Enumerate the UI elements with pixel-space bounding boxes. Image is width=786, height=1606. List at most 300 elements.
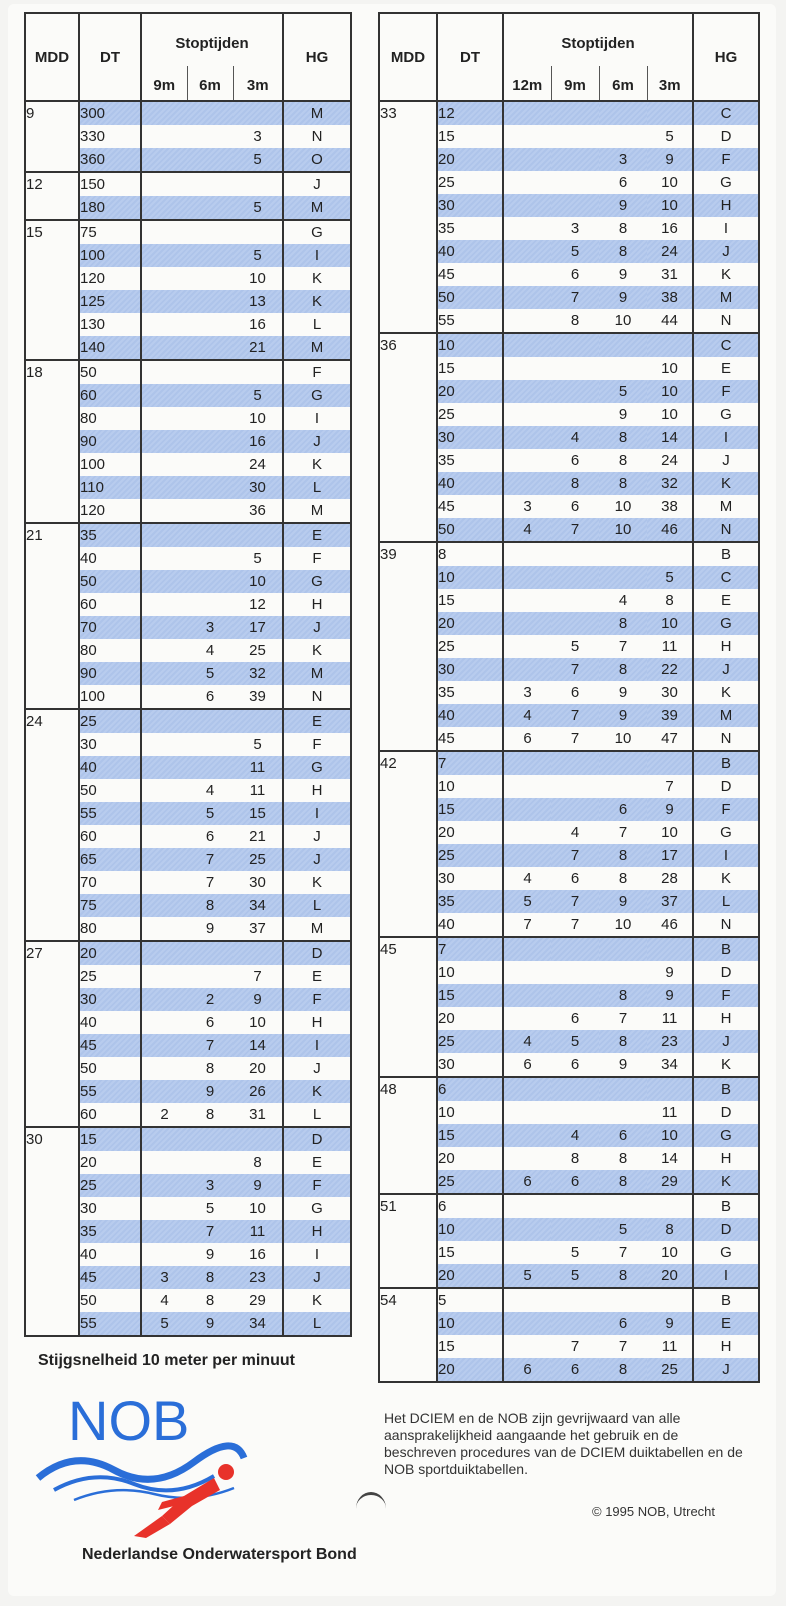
hg-cell: F <box>283 360 351 384</box>
header-mdd: MDD <box>25 13 79 101</box>
hg-cell: K <box>283 453 351 476</box>
stop-cell: 10 <box>599 518 647 542</box>
dt-cell: 80 <box>79 639 141 662</box>
stop-cell: 9 <box>187 1312 233 1336</box>
dt-cell: 35 <box>437 681 503 704</box>
hg-cell: M <box>283 917 351 941</box>
stop-cell <box>503 240 551 263</box>
stop-cell: 8 <box>187 894 233 917</box>
stop-cell <box>503 961 551 984</box>
dt-cell: 20 <box>437 821 503 844</box>
stop-cell <box>503 1312 551 1335</box>
mdd-cell: 9 <box>25 101 79 172</box>
stop-cell <box>551 937 599 961</box>
stop-cell: 11 <box>233 1220 283 1243</box>
hg-cell: G <box>693 612 759 635</box>
stop-cell <box>141 1220 187 1243</box>
hg-cell: I <box>693 217 759 240</box>
stop-cell: 5 <box>503 1264 551 1288</box>
dt-cell: 7 <box>437 937 503 961</box>
stop-cell: 8 <box>618 870 628 887</box>
stop-cell: 34 <box>233 1312 283 1336</box>
stop-cell <box>503 844 551 867</box>
hg-cell: J <box>693 240 759 263</box>
stop-cell: 6 <box>205 688 215 705</box>
stop-cell: 5 <box>253 550 262 567</box>
stop-cell <box>503 426 551 449</box>
stop-cell: 4 <box>503 518 551 542</box>
dt-cell: 15 <box>437 1241 503 1264</box>
dt-cell: 25 <box>437 403 503 426</box>
nob-logo <box>34 1378 254 1538</box>
table-row <box>25 523 351 547</box>
stop-cell <box>187 523 233 547</box>
stop-cell: 5 <box>551 240 599 263</box>
stop-cell <box>187 756 233 779</box>
stop-cell: 9 <box>599 194 647 217</box>
stop-cell <box>503 357 551 380</box>
stop-cell: 4 <box>205 782 215 799</box>
stop-cell: 6 <box>551 1170 599 1194</box>
stop-cell: 9 <box>618 1056 628 1073</box>
stop-cell: 10 <box>249 1200 266 1217</box>
hg-cell: D <box>693 961 759 984</box>
stop-cell: 8 <box>187 1266 233 1289</box>
hg-cell: G <box>693 403 759 426</box>
hg-cell: E <box>283 1151 351 1174</box>
hg-cell: J <box>283 1057 351 1080</box>
stop-cell: 31 <box>661 266 678 283</box>
stop-cell: 6 <box>570 684 580 701</box>
stop-cell: 5 <box>665 128 674 145</box>
hg-cell: B <box>693 1194 759 1218</box>
dt-cell: 5 <box>437 1288 503 1312</box>
stop-cell: 9 <box>647 148 693 171</box>
dt-cell: 6 <box>437 1077 503 1101</box>
stop-cell <box>551 148 599 171</box>
stop-cell <box>503 1124 551 1147</box>
stop-cell: 7 <box>187 1220 233 1243</box>
stop-cell: 4 <box>523 870 532 887</box>
header-stoptijden: Stoptijden <box>561 34 635 52</box>
header-mdd: MDD <box>379 13 437 101</box>
stop-cell: 8 <box>570 1150 580 1167</box>
stop-cell <box>141 1080 187 1103</box>
stop-cell <box>551 798 599 821</box>
dt-cell: 60 <box>79 593 141 616</box>
stop-cell: 5 <box>233 384 283 407</box>
stop-cell: 6 <box>570 452 580 469</box>
dt-cell: 15 <box>437 984 503 1007</box>
mdd-cell: 27 <box>25 941 79 1127</box>
dt-cell: 60 <box>79 384 141 407</box>
stop-cell: 4 <box>551 426 599 449</box>
header-dt: DT <box>79 13 141 101</box>
stop-cell <box>141 616 187 639</box>
stop-cell <box>141 407 187 430</box>
dive-table-right <box>378 12 760 1383</box>
stop-cell <box>551 1218 599 1241</box>
stop-cell <box>551 1288 599 1312</box>
stop-cell: 22 <box>647 658 693 681</box>
header-hg: HG <box>283 13 351 101</box>
dt-cell: 25 <box>437 1030 503 1053</box>
hg-cell: M <box>283 336 351 360</box>
stop-cell: 10 <box>661 1244 678 1261</box>
mdd-cell: 42 <box>379 751 437 937</box>
stop-cell: 8 <box>647 1218 693 1241</box>
hg-cell: B <box>693 1288 759 1312</box>
dt-cell: 10 <box>437 1312 503 1335</box>
stop-cell <box>141 125 187 148</box>
stop-cell: 7 <box>523 916 532 933</box>
stop-cell: 6 <box>599 1124 647 1147</box>
dt-cell: 10 <box>437 333 503 357</box>
hg-cell: H <box>693 1147 759 1170</box>
mdd-cell: 36 <box>379 333 437 542</box>
stop-cell <box>551 333 599 357</box>
dt-cell: 25 <box>437 1170 503 1194</box>
stop-cell: 9 <box>647 1312 693 1335</box>
nob-logo-text: NOB <box>68 1389 190 1452</box>
dt-cell: 140 <box>79 336 141 360</box>
table-row <box>379 1288 759 1312</box>
stop-cell <box>141 662 187 685</box>
hg-cell: J <box>693 1030 759 1053</box>
dt-cell: 55 <box>79 1312 141 1336</box>
stop-cell: 8 <box>599 658 647 681</box>
hg-cell: F <box>283 547 351 570</box>
hg-cell: D <box>693 1101 759 1124</box>
stop-cell: 9 <box>187 1080 233 1103</box>
stop-cell <box>503 751 551 775</box>
stop-cell <box>141 639 187 662</box>
hg-cell: L <box>693 890 759 913</box>
stop-cell <box>503 101 551 125</box>
stop-cell <box>503 217 551 240</box>
stop-cell: 3 <box>599 148 647 171</box>
hg-cell: E <box>283 965 351 988</box>
hg-cell: K <box>693 472 759 495</box>
stop-cell: 10 <box>614 498 632 515</box>
stop-cell: 23 <box>647 1030 693 1053</box>
stop-cell: 7 <box>187 848 233 871</box>
stop-cell: 25 <box>647 1358 693 1382</box>
dt-cell: 40 <box>437 240 503 263</box>
stop-cell: 7 <box>665 778 674 795</box>
stop-cell <box>599 125 647 148</box>
stop-cell: 11 <box>249 782 266 799</box>
hg-cell: H <box>283 779 351 802</box>
table-row <box>25 101 351 125</box>
stop-cell <box>647 542 693 566</box>
stop-cell: 8 <box>551 472 599 495</box>
hg-cell: K <box>283 267 351 290</box>
stop-cell: 8 <box>599 1030 647 1053</box>
dt-cell: 60 <box>79 1103 141 1127</box>
dt-cell: 45 <box>437 727 503 751</box>
stop-cell: 34 <box>661 1056 678 1073</box>
dt-cell: 30 <box>79 1197 141 1220</box>
stop-cell: 5 <box>599 1218 647 1241</box>
stop-cell <box>599 566 647 589</box>
stop-cell <box>551 566 599 589</box>
header-stop-12m: 12m <box>503 66 551 101</box>
stop-cell: 5 <box>141 1312 187 1336</box>
stop-cell <box>503 1194 551 1218</box>
stop-cell: 16 <box>233 430 283 453</box>
hg-cell: I <box>693 1264 759 1288</box>
stop-cell <box>187 733 233 756</box>
dt-cell: 55 <box>79 1080 141 1103</box>
stop-cell <box>503 1101 551 1124</box>
stop-cell <box>141 709 187 733</box>
stop-cell <box>233 709 283 733</box>
hg-cell: F <box>283 733 351 756</box>
dt-cell: 330 <box>79 125 141 148</box>
stop-cell: 9 <box>233 1174 283 1197</box>
stop-cell: 2 <box>160 1106 169 1123</box>
stop-cell <box>503 984 551 1007</box>
dt-cell: 20 <box>437 612 503 635</box>
stop-cell <box>141 476 187 499</box>
hg-cell: F <box>283 988 351 1011</box>
dt-cell: 10 <box>437 775 503 798</box>
stop-cell <box>141 570 187 593</box>
stop-cell <box>233 220 283 244</box>
dt-cell: 130 <box>79 313 141 336</box>
stop-cell: 7 <box>551 844 599 867</box>
dt-cell: 20 <box>437 380 503 403</box>
stop-cell <box>599 775 647 798</box>
stop-cell: 6 <box>570 1056 580 1073</box>
mdd-cell: 45 <box>379 937 437 1077</box>
stop-cell: 5 <box>187 662 233 685</box>
stop-cell: 8 <box>253 1154 262 1171</box>
stop-cell: 9 <box>233 988 283 1011</box>
stop-cell: 10 <box>661 824 678 841</box>
stop-cell <box>187 172 233 196</box>
stop-cell: 5 <box>551 1264 599 1288</box>
stop-cell <box>551 101 599 125</box>
table-row <box>25 941 351 965</box>
stop-cell: 7 <box>551 286 599 309</box>
stop-cell <box>187 476 233 499</box>
stop-cell <box>503 472 551 495</box>
hg-cell: K <box>283 639 351 662</box>
stop-cell: 38 <box>661 498 678 515</box>
dt-cell: 10 <box>437 566 503 589</box>
disclaimer-text: Het DCIEM en de NOB zijn gevrijwaard van alle aansprakelijkheid aangaande het gebruik en de beschreven procedures van de DCIEM duiktabellen en de NOB sportduiktabellen. <box>384 1410 743 1477</box>
stop-cell: 6 <box>523 730 532 747</box>
stop-cell: 30 <box>233 476 283 499</box>
stop-cell <box>599 1288 647 1312</box>
stop-cell: 11 <box>661 1104 678 1121</box>
stop-cell: 47 <box>661 730 678 747</box>
stop-cell: 8 <box>665 592 674 609</box>
dt-cell: 30 <box>437 867 503 890</box>
stop-cell: 6 <box>503 1358 551 1382</box>
stop-cell: 5 <box>253 736 262 753</box>
stop-cell: 6 <box>205 1014 215 1031</box>
dt-cell: 30 <box>437 1053 503 1077</box>
stop-cell <box>187 336 233 360</box>
stop-cell: 3 <box>570 220 580 237</box>
punch-hole <box>356 1492 386 1525</box>
stop-cell <box>141 871 187 894</box>
stop-cell: 9 <box>647 984 693 1007</box>
hg-cell: L <box>283 894 351 917</box>
stop-cell: 9 <box>205 920 215 937</box>
stop-cell <box>141 802 187 825</box>
stop-cell: 38 <box>647 286 693 309</box>
stop-cell <box>551 403 599 426</box>
dt-cell: 20 <box>437 1358 503 1382</box>
stop-cell <box>187 430 233 453</box>
hg-cell: K <box>693 263 759 286</box>
hg-cell: J <box>283 825 351 848</box>
dt-cell: 55 <box>437 309 503 333</box>
stop-cell: 13 <box>233 290 283 313</box>
dt-cell: 25 <box>437 171 503 194</box>
hg-cell: F <box>283 1174 351 1197</box>
dt-cell: 10 <box>437 961 503 984</box>
dt-cell: 15 <box>437 1124 503 1147</box>
stop-cell: 11 <box>661 638 678 655</box>
stop-cell: 36 <box>249 502 266 519</box>
hg-cell: N <box>693 518 759 542</box>
stop-cell <box>599 1101 647 1124</box>
stop-cell: 30 <box>249 874 266 891</box>
stop-cell <box>141 148 187 172</box>
stop-cell <box>503 1335 551 1358</box>
dt-cell: 50 <box>79 570 141 593</box>
dt-cell: 12 <box>437 101 503 125</box>
hg-cell: M <box>283 499 351 523</box>
mdd-cell: 21 <box>25 523 79 709</box>
hg-cell: H <box>693 1007 759 1030</box>
stop-cell <box>141 267 187 290</box>
stop-cell <box>647 751 693 775</box>
stop-cell: 7 <box>253 968 262 985</box>
stop-cell <box>141 779 187 802</box>
stop-cell: 20 <box>647 1264 693 1288</box>
stop-cell <box>503 309 551 333</box>
stop-cell: 30 <box>661 684 678 701</box>
dt-cell: 20 <box>437 1264 503 1288</box>
stop-cell <box>551 1194 599 1218</box>
stop-cell <box>141 848 187 871</box>
hg-cell: G <box>693 1124 759 1147</box>
stop-cell <box>187 941 233 965</box>
dt-cell: 45 <box>437 495 503 518</box>
stop-cell: 6 <box>503 1170 551 1194</box>
dt-cell: 360 <box>79 148 141 172</box>
stop-cell <box>141 453 187 476</box>
dt-cell: 20 <box>79 941 141 965</box>
stop-cell <box>551 1101 599 1124</box>
hg-cell: G <box>693 1241 759 1264</box>
stop-cell <box>599 751 647 775</box>
stop-cell: 8 <box>205 1060 215 1077</box>
stop-cell: 5 <box>599 380 647 403</box>
hg-cell: M <box>283 101 351 125</box>
table-row <box>379 1194 759 1218</box>
stop-cell: 8 <box>618 220 628 237</box>
hg-cell: H <box>283 593 351 616</box>
stop-cell <box>187 101 233 125</box>
stop-cell: 20 <box>249 1060 266 1077</box>
hg-cell: M <box>283 662 351 685</box>
hg-cell: C <box>693 101 759 125</box>
hg-cell: B <box>693 542 759 566</box>
stop-cell: 8 <box>618 1150 628 1167</box>
dt-cell: 25 <box>79 965 141 988</box>
mdd-cell: 15 <box>25 220 79 360</box>
hg-cell: N <box>283 685 351 709</box>
dt-cell: 30 <box>79 988 141 1011</box>
stop-cell: 37 <box>647 890 693 913</box>
stop-cell: 4 <box>503 1030 551 1053</box>
hg-cell: M <box>283 196 351 220</box>
dive-table-left-body <box>25 101 351 1336</box>
stop-cell: 29 <box>249 1292 266 1309</box>
stop-cell <box>141 244 187 267</box>
stop-cell: 8 <box>570 312 580 329</box>
stop-cell: 8 <box>599 612 647 635</box>
stop-cell <box>503 658 551 681</box>
stop-cell <box>141 196 187 220</box>
stop-cell: 7 <box>551 518 599 542</box>
stop-cell: 8 <box>205 1106 215 1123</box>
stop-cell: 5 <box>205 1200 215 1217</box>
diver-icon <box>134 1464 234 1538</box>
stop-cell <box>503 148 551 171</box>
hg-cell: B <box>693 751 759 775</box>
stop-cell <box>503 263 551 286</box>
dt-cell: 15 <box>437 798 503 821</box>
hg-cell: G <box>283 756 351 779</box>
stop-cell: 5 <box>233 148 283 172</box>
hg-cell: H <box>693 1335 759 1358</box>
stop-cell <box>599 937 647 961</box>
stop-cell: 25 <box>249 642 266 659</box>
dt-cell: 6 <box>437 1194 503 1218</box>
stop-cell: 15 <box>233 802 283 825</box>
dt-cell: 30 <box>79 733 141 756</box>
table-row <box>25 709 351 733</box>
dt-cell: 120 <box>79 267 141 290</box>
stop-cell: 8 <box>599 240 647 263</box>
hg-cell: G <box>283 384 351 407</box>
stop-cell <box>599 333 647 357</box>
dt-cell: 8 <box>437 542 503 566</box>
stop-cell <box>141 1197 187 1220</box>
stop-cell: 10 <box>614 916 632 933</box>
stop-cell: 7 <box>618 1010 628 1027</box>
stop-cell: 10 <box>647 612 693 635</box>
stop-cell <box>187 360 233 384</box>
header-stoptijden: Stoptijden <box>175 34 249 52</box>
hg-cell: C <box>693 566 759 589</box>
hg-cell: J <box>283 172 351 196</box>
dive-table-left <box>24 12 352 1337</box>
stop-cell <box>141 499 187 523</box>
stop-cell <box>503 1218 551 1241</box>
mdd-cell: 33 <box>379 101 437 333</box>
header-stop-3m: 3m <box>233 66 283 101</box>
stop-cell: 24 <box>661 452 678 469</box>
